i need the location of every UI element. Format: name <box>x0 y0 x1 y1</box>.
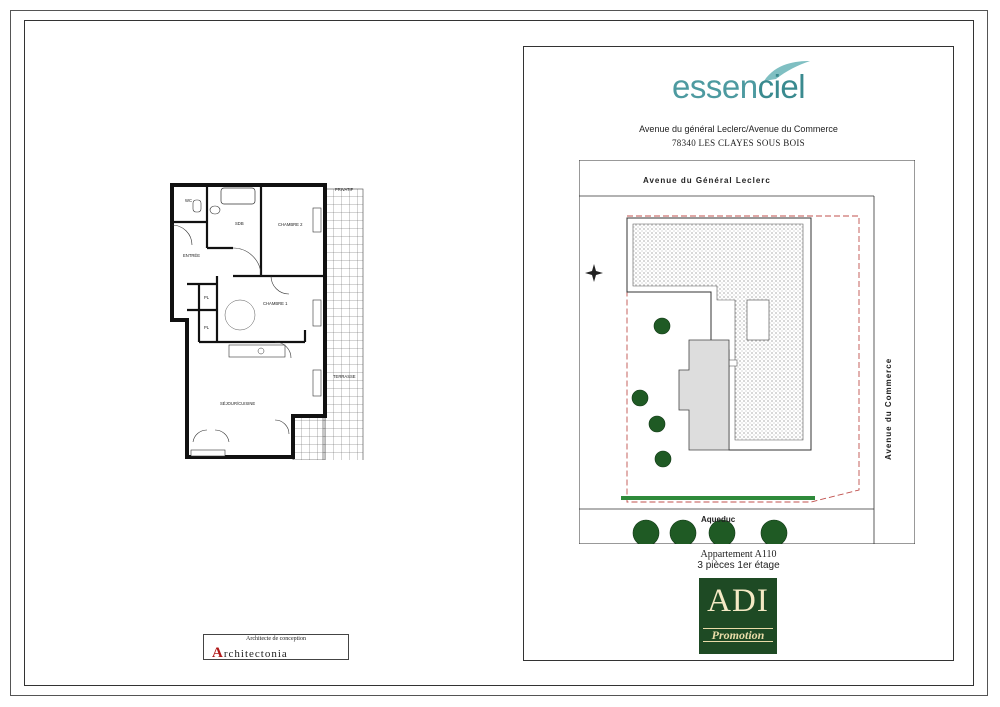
room-label-sejour: SÉJOUR/CUISINE <box>220 401 256 406</box>
architect-name-rest: rchitectonia <box>223 648 288 660</box>
brand-part1: essen <box>672 68 758 105</box>
apartment-title: Appartement A110 <box>700 549 777 560</box>
room-label-pl1: PL <box>204 295 210 300</box>
green-strip <box>621 496 815 500</box>
street-label-north: Avenue du Général Leclerc <box>643 176 771 185</box>
site-plan <box>579 160 915 544</box>
brand-text <box>672 68 805 106</box>
architect-initial: A <box>212 645 224 661</box>
room-label-chambre1: CHAMBRE 1 <box>263 301 288 306</box>
project-panel <box>523 46 954 661</box>
essenciel-logo <box>672 59 822 109</box>
room-label-privatif: PRIVATIF <box>335 187 354 192</box>
adi-promotion-logo <box>699 578 777 654</box>
room-label-wc: WC <box>185 198 192 203</box>
room-label-pl2: PL <box>204 325 210 330</box>
room-label-chambre2: CHAMBRE 2 <box>278 222 303 227</box>
apartment-subtitle: 3 pièces 1er étage <box>697 560 780 571</box>
street-label-south: Aqueduc <box>701 515 736 524</box>
adi-tagline: Promotion <box>703 628 773 642</box>
room-label-sdb: SDB <box>235 221 244 226</box>
roof-structure <box>747 300 769 340</box>
room-label-entree: ENTRÉE <box>183 253 200 258</box>
brand-part2: ciel <box>757 68 806 105</box>
adi-initials: ADI <box>707 583 769 619</box>
architect-name <box>212 645 344 662</box>
floor-plan <box>165 180 370 460</box>
street-label-east: Avenue du Commerce <box>884 357 893 460</box>
roof-equipment <box>729 360 737 366</box>
address-street: Avenue du général Leclerc/Avenue du Commerce <box>639 124 838 134</box>
architect-caption: Architecte de conception <box>246 636 306 642</box>
architect-cartouche <box>203 634 349 660</box>
terrace-area <box>323 189 363 460</box>
address-city: 78340 LES CLAYES SOUS BOIS <box>672 138 805 148</box>
room-label-terrasse: TERRASSE <box>333 374 356 379</box>
terrace-front <box>293 416 325 460</box>
